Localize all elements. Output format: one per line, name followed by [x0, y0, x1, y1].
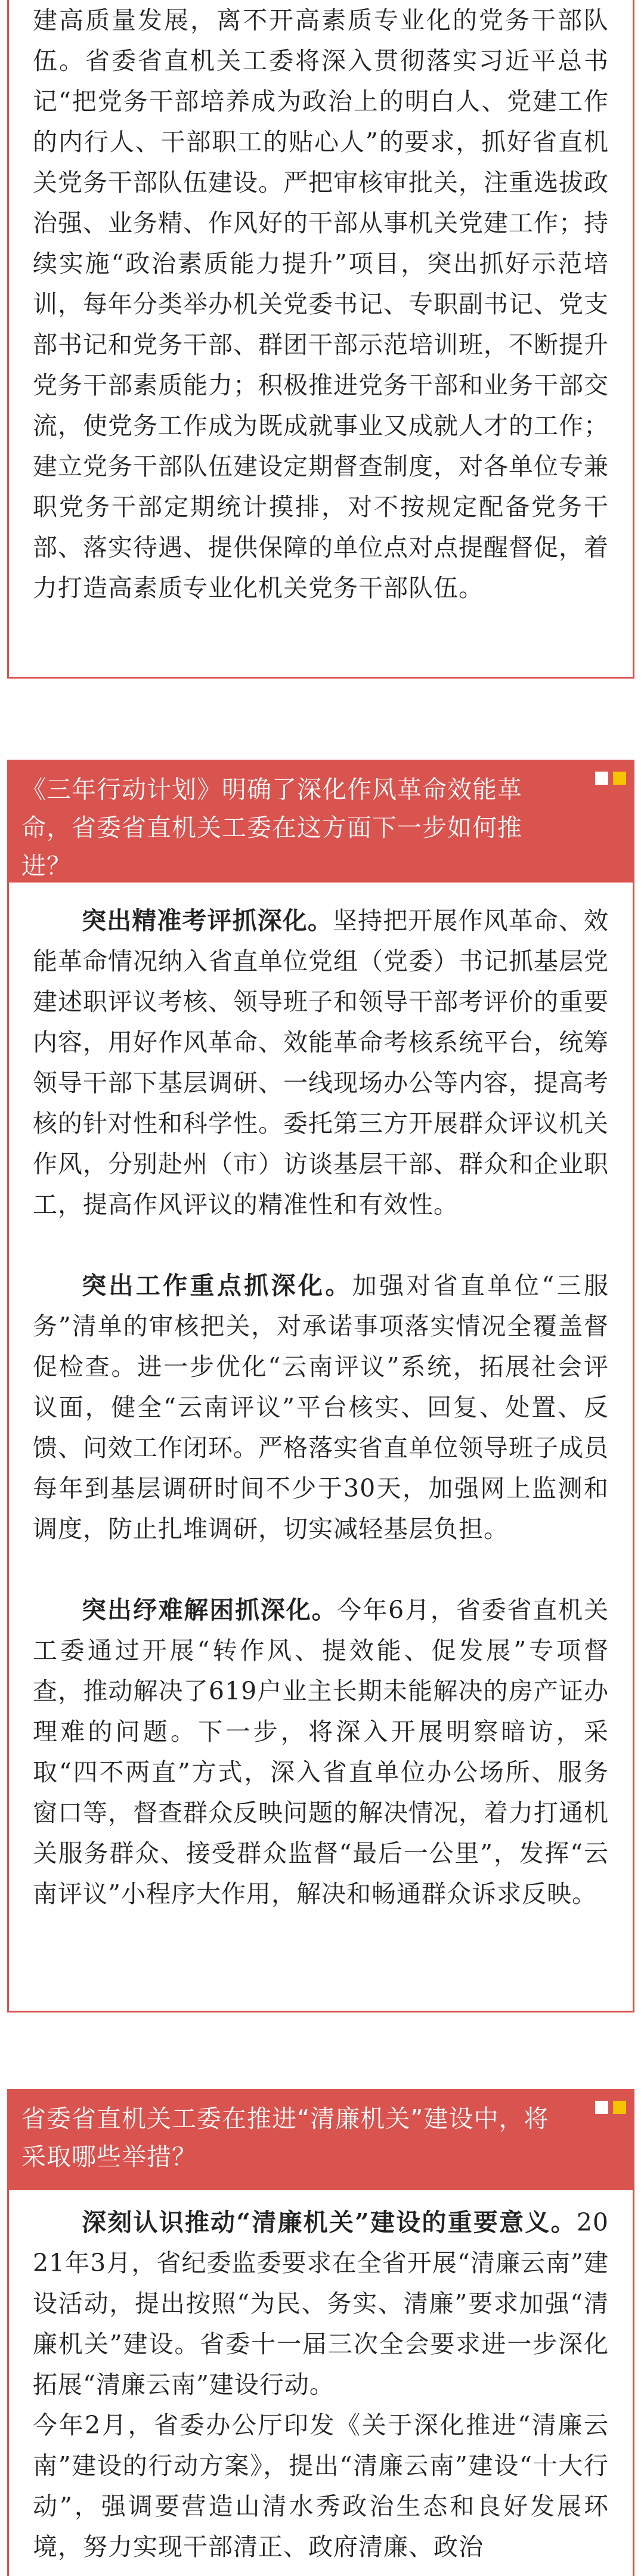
question-text: 省委省直机关工委在推进“清廉机关”建设中，将采取哪些举措？ — [21, 2104, 549, 2171]
answer-card-2 — [7, 760, 634, 2012]
answer-body-3 — [33, 2202, 609, 2567]
answer-paragraph — [33, 2405, 609, 2567]
decor-square-icon — [595, 2101, 608, 2114]
answer-paragraph: 建高质量发展，离不开高素质专业化的党务干部队伍。省委省直机关工委将深入贯彻落实习近平总书记“把党务干部培养成为政治上的明白人、党建工作的内行人、干部职工的贴心人”的要求，抓好省直机关党务干部队伍建设。严把审核审批关，注重选拔政治强、业务精、作风好的干部从事机关党建工作；持续实施“政治素质能力提升”项目，突出抓好示范培训，每年分类举办机关党委书记、专职副书记、党支部书记和党务干部、群团干部示范培训班，不断提升党务干部素质能力；积极推进党务干部和业务干部交流，使党务工作成为既成就事业又成就人才的工作；建立党务干部队伍建设定期督查制度，对各单位专兼职党务干部定期统计摸排，对不按规定配备党务干部、落实待遇、提供保障的单位点对点提醒督促，着力打造高素质专业化机关党务干部队伍。 — [33, 6, 609, 602]
question-text: 《三年行动计划》明确了深化作风革命效能革命，省委省直机关工委在这方面下一步如何推进？ — [21, 775, 522, 880]
answer-card-1 — [7, 0, 634, 679]
answer-body-1 — [33, 0, 609, 608]
decor-square-icon — [613, 2101, 626, 2114]
question-header-2 — [7, 760, 634, 883]
answer-paragraph — [33, 1265, 609, 1549]
question-header-3 — [7, 2089, 634, 2190]
answer-body-2 — [33, 900, 609, 1914]
answer-paragraph — [33, 2202, 609, 2405]
answer-paragraph — [33, 1590, 609, 1914]
decor-square-icon — [595, 772, 608, 785]
answer-card-3 — [7, 2089, 634, 2576]
paragraph-lead: 深刻认识推动“清廉机关”建设的重要意义。 — [82, 2208, 577, 2237]
paragraph-lead: 突出纾难解困抓深化。 — [82, 1596, 338, 1624]
answer-paragraph — [33, 900, 609, 1225]
decor-square-icon — [613, 772, 626, 785]
paragraph-text: 今年2月，省委办公厅印发《关于深化推进“清廉云南”建设的行动方案》，提出“清廉云南”建设“十大行动”，强调要营造山清水秀政治生态和良好发展环境，努力实现干部清正、政府清廉、政治 — [33, 2411, 609, 2561]
paragraph-text: 坚持把开展作风革命、效能革命情况纳入省直单位党组（党委）书记抓基层党建述职评议考核、领导班子和领导干部考评价的重要内容，用好作风革命、效能革命考核系统平台，统筹领导干部下基层调研、一线现场办公等内容，提高考核的针对性和科学性。委托第三方开展群众评议机关作风，分别赴州（市）访谈基层干部、群众和企业职工，提高作风评议的精准性和有效性。 — [33, 906, 609, 1219]
paragraph-text: 今年6月，省委省直机关工委通过开展“转作风、提效能、促发展”专项督查，推动解决了619户业主长期未能解决的房产证办理难的问题。下一步，将深入开展明察暗访，采取“四不两直”方式，深入省直单位办公场所、服务窗口等，督查群众反映问题的解决情况，着力打通机关服务群众、接受群众监督“最后一公里”，发挥“云南评议”小程序大作用，解决和畅通群众诉求反映。 — [33, 1596, 609, 1908]
paragraph-text: 加强对省直单位“三服务”清单的审核把关，对承诺事项落实情况全覆盖督促检查。进一步优化“云南评议”系统，拓展社会评议面，健全“云南评议”平台核实、回复、处置、反馈、问效工作闭环。严格落实省直单位领导班子成员每年到基层调研时间不少于30天，加强网上监测和调度，防止扎堆调研，切实减轻基层负担。 — [33, 1271, 609, 1543]
paragraph-lead: 突出工作重点抓深化。 — [82, 1271, 352, 1300]
paragraph-lead: 突出精准考评抓深化。 — [82, 906, 333, 935]
paragraph-text: 2021年3月，省纪委监委要求在全省开展“清廉云南”建设活动，提出按照“为民、务实、清廉”要求加强“清廉机关”建设。省委十一届三次全会要求进一步深化拓展“清廉云南”建设行动。 — [33, 2208, 609, 2399]
